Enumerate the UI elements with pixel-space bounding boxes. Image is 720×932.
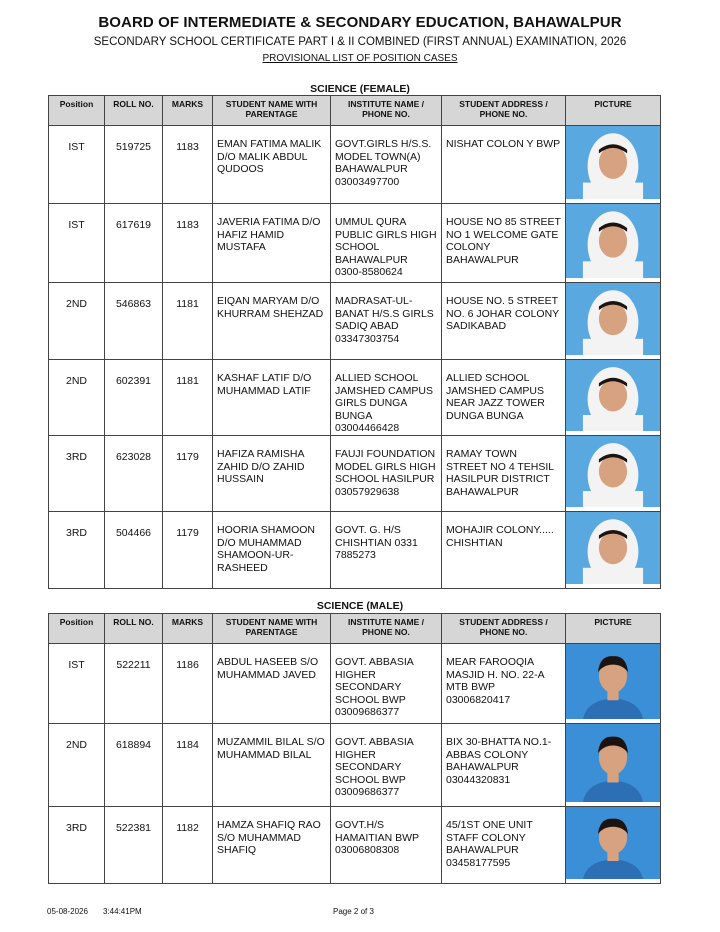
photo-frame — [566, 360, 660, 431]
roll-number-cell-text: 519725 — [115, 141, 152, 153]
section-title-male: SCIENCE (MALE) — [316, 600, 404, 612]
address-cell — [442, 360, 566, 436]
marks-cell-text: 1181 — [176, 375, 199, 387]
student-name-cell-text: JAVERIA FATIMA D/O HAFIZ HAMID MUSTAFA — [217, 216, 321, 254]
footer-page: Page 2 of 3 — [333, 907, 374, 916]
roll-number-cell-text: 617619 — [115, 219, 152, 231]
position-cell-text: 2ND — [65, 739, 87, 751]
roll-number-cell — [105, 126, 163, 204]
address-cell — [442, 724, 566, 807]
roll-number-cell — [105, 204, 163, 283]
student-photo — [566, 283, 660, 355]
table-row — [49, 644, 661, 724]
roll-number-cell — [105, 512, 163, 589]
marks-cell — [163, 807, 213, 884]
position-cell-text: 3RD — [65, 527, 87, 539]
picture-cell — [566, 436, 661, 512]
column-header: MARKS — [163, 614, 213, 644]
male-position-table — [48, 613, 661, 884]
roll-number-cell-text: 546863 — [115, 298, 152, 310]
photo-frame — [566, 204, 660, 278]
institute-cell-text: GOVT. G. H/S CHISHTIAN 0331 7885273 — [335, 524, 418, 562]
institute-cell-text: GOVT.H/S HAMAITIAN BWP 03006808308 — [335, 819, 419, 857]
table-row — [49, 512, 661, 589]
address-cell-text: MOHAJIR COLONY..... CHISHTIAN — [446, 524, 554, 549]
student-name-cell — [213, 126, 331, 204]
student-name-cell — [213, 512, 331, 589]
position-cell — [49, 126, 105, 204]
position-cell-text: 3RD — [65, 451, 87, 463]
address-cell-text: BIX 30-BHATTA NO.1-ABBAS COLONY BAHAWALPUR 03044320831 — [446, 736, 552, 786]
roll-number-cell-text: 522211 — [116, 659, 151, 671]
position-cell-text: 2ND — [65, 375, 87, 387]
position-cell — [49, 436, 105, 512]
position-cell — [49, 283, 105, 360]
marks-cell-text: 1181 — [176, 298, 199, 310]
address-cell — [442, 126, 566, 204]
column-header: STUDENT ADDRESS / PHONE NO. — [442, 96, 566, 126]
picture-cell — [566, 204, 661, 283]
institute-cell-text: MADRASAT-UL-BANAT H/S.S GIRLS SADIQ ABAD 03347303754 — [335, 295, 434, 345]
student-photo — [566, 204, 660, 278]
table-row — [49, 360, 661, 436]
student-name-cell-text: EIQAN MARYAM D/O KHURRAM SHEHZAD — [217, 295, 324, 320]
institute-cell — [331, 283, 442, 360]
student-name-cell-text: HAMZA SHAFIQ RAO S/O MUHAMMAD SHAFIQ — [217, 819, 321, 857]
column-header: Position — [49, 614, 105, 644]
institute-cell-text: ALLIED SCHOOL JAMSHED CAMPUS GIRLS DUNGA BUNGA 03004466428 — [335, 372, 434, 435]
student-name-cell — [213, 436, 331, 512]
column-header: STUDENT NAME WITH PARENTAGE — [213, 96, 331, 126]
roll-number-cell — [105, 360, 163, 436]
table-row — [49, 283, 661, 360]
position-cell-text: IST — [68, 659, 85, 671]
footer-date: 05-08-2026 — [47, 907, 88, 916]
student-photo — [566, 512, 660, 584]
address-cell — [442, 204, 566, 283]
address-cell — [442, 436, 566, 512]
address-cell — [442, 283, 566, 360]
position-cell-text: 2ND — [65, 298, 87, 310]
marks-cell-text: 1186 — [176, 659, 199, 671]
roll-number-cell-text: 602391 — [115, 375, 152, 387]
roll-number-cell-text: 522381 — [115, 822, 152, 834]
roll-number-cell-text: 618894 — [115, 739, 152, 751]
student-name-cell-text: MUZAMMIL BILAL S/O MUHAMMAD BILAL — [217, 736, 325, 761]
photo-frame — [566, 436, 660, 507]
institute-cell — [331, 126, 442, 204]
student-photo — [566, 807, 660, 879]
institute-cell — [331, 436, 442, 512]
picture-cell — [566, 283, 661, 360]
section-title-female: SCIENCE (FEMALE) — [310, 83, 410, 95]
position-cell — [49, 512, 105, 589]
position-cell-text: IST — [68, 141, 85, 153]
column-header: ROLL NO. — [105, 614, 163, 644]
address-cell — [442, 512, 566, 589]
marks-cell — [163, 126, 213, 204]
photo-frame — [566, 126, 660, 199]
student-name-cell — [213, 360, 331, 436]
picture-cell — [566, 724, 661, 807]
column-header: ROLL NO. — [105, 96, 163, 126]
marks-cell-text: 1182 — [176, 822, 199, 834]
column-header: STUDENT ADDRESS / PHONE NO. — [442, 614, 566, 644]
column-header: PICTURE — [566, 96, 661, 126]
institute-cell-text: GOVT. ABBASIA HIGHER SECONDARY SCHOOL BWP 03009686377 — [335, 656, 414, 719]
roll-number-cell — [105, 436, 163, 512]
marks-cell — [163, 512, 213, 589]
marks-cell-text: 1179 — [176, 451, 199, 463]
position-cell — [49, 360, 105, 436]
address-cell-text: HOUSE NO 85 STREET NO 1 WELCOME GATE COLONY BAHAWALPUR — [446, 216, 561, 266]
position-cell — [49, 724, 105, 807]
student-name-cell — [213, 807, 331, 884]
institute-cell — [331, 644, 442, 724]
student-name-cell-text: ABDUL HASEEB S/O MUHAMMAD JAVED — [217, 656, 319, 681]
marks-cell — [163, 283, 213, 360]
roll-number-cell — [105, 283, 163, 360]
address-cell-text: 45/1ST ONE UNIT STAFF COLONY BAHAWALPUR 03458177595 — [446, 819, 533, 869]
marks-cell-text: 1184 — [176, 739, 199, 751]
column-header: MARKS — [163, 96, 213, 126]
student-photo — [566, 360, 660, 431]
address-cell-text: MEAR FAROOQIA MASJID H. NO. 22-A MTB BWP 03006820417 — [446, 656, 545, 706]
table-header-row — [49, 96, 661, 126]
marks-cell-text: 1179 — [176, 527, 199, 539]
student-photo — [566, 644, 660, 719]
address-cell-text: NISHAT COLON Y BWP — [446, 138, 561, 150]
picture-cell — [566, 360, 661, 436]
column-header: Position — [49, 96, 105, 126]
picture-cell — [566, 512, 661, 589]
roll-number-cell — [105, 807, 163, 884]
student-photo — [566, 724, 660, 802]
photo-frame — [566, 644, 660, 719]
institute-cell-text: GOVT. ABBASIA HIGHER SECONDARY SCHOOL BWP 03009686377 — [335, 736, 414, 799]
student-name-cell — [213, 644, 331, 724]
column-header: INSTITUTE NAME / PHONE NO. — [331, 614, 442, 644]
address-cell-text: RAMAY TOWN STREET NO 4 TEHSIL HASILPUR DISTRICT BAHAWALPUR — [446, 448, 554, 498]
picture-cell — [566, 807, 661, 884]
position-cell — [49, 644, 105, 724]
student-name-cell-text: KASHAF LATIF D/O MUHAMMAD LATIF — [217, 372, 312, 397]
female-position-table — [48, 95, 661, 589]
position-cell — [49, 807, 105, 884]
position-cell-text: 3RD — [65, 822, 87, 834]
picture-cell — [566, 644, 661, 724]
address-cell — [442, 807, 566, 884]
address-cell-text: HOUSE NO. 5 STREET NO. 6 JOHAR COLONY SADIKABAD — [446, 295, 559, 333]
institute-cell — [331, 807, 442, 884]
marks-cell — [163, 360, 213, 436]
institute-cell-text: GOVT.GIRLS H/S.S. MODEL TOWN(A) BAHAWALPUR 03003497700 — [335, 138, 432, 188]
column-header: STUDENT NAME WITH PARENTAGE — [213, 614, 331, 644]
table-row — [49, 436, 661, 512]
marks-cell-text: 1183 — [176, 219, 199, 231]
photo-frame — [566, 283, 660, 355]
student-name-cell-text: HOORIA SHAMOON D/O MUHAMMAD SHAMOON-UR-RASHEED — [217, 524, 316, 574]
marks-cell — [163, 644, 213, 724]
student-name-cell-text: EMAN FATIMA MALIK D/O MALIK ABDUL QUDOOS — [217, 138, 322, 176]
student-name-cell — [213, 204, 331, 283]
photo-frame — [566, 512, 660, 584]
column-header: INSTITUTE NAME / PHONE NO. — [331, 96, 442, 126]
picture-cell — [566, 126, 661, 204]
institute-cell-text: FAUJI FOUNDATION MODEL GIRLS HIGH SCHOOL HASILPUR 03057929638 — [335, 448, 436, 498]
position-cell — [49, 204, 105, 283]
photo-frame — [566, 807, 660, 879]
table-row — [49, 204, 661, 283]
roll-number-cell-text: 504466 — [115, 527, 152, 539]
table-row — [49, 126, 661, 204]
exam-title: SECONDARY SCHOOL CERTIFICATE PART I & II COMBINED (FIRST ANNUAL) EXAMINATION, 2026 — [93, 36, 627, 48]
board-title: BOARD OF INTERMEDIATE & SECONDARY EDUCATION, BAHAWALPUR — [98, 14, 622, 31]
roll-number-cell — [105, 724, 163, 807]
address-cell — [442, 644, 566, 724]
student-photo — [566, 126, 660, 199]
table-header-row — [49, 614, 661, 644]
marks-cell — [163, 204, 213, 283]
footer-time: 3:44:41PM — [103, 907, 142, 916]
marks-cell — [163, 724, 213, 807]
position-cell-text: IST — [68, 219, 85, 231]
institute-cell — [331, 204, 442, 283]
table-row — [49, 724, 661, 807]
institute-cell — [331, 724, 442, 807]
institute-cell — [331, 360, 442, 436]
list-title: PROVISIONAL LIST OF POSITION CASES — [262, 53, 458, 64]
marks-cell — [163, 436, 213, 512]
student-name-cell — [213, 724, 331, 807]
student-name-cell-text: HAFIZA RAMISHA ZAHID D/O ZAHID HUSSAIN — [217, 448, 305, 486]
student-name-cell — [213, 283, 331, 360]
roll-number-cell-text: 623028 — [115, 451, 152, 463]
marks-cell-text: 1183 — [176, 141, 199, 153]
roll-number-cell — [105, 644, 163, 724]
institute-cell-text: UMMUL QURA PUBLIC GIRLS HIGH SCHOOL BAHAWALPUR 0300-8580624 — [335, 216, 437, 279]
institute-cell — [331, 512, 442, 589]
table-row — [49, 807, 661, 884]
address-cell-text: ALLIED SCHOOL JAMSHED CAMPUS NEAR JAZZ TOWER DUNGA BUNGA — [446, 372, 545, 422]
student-photo — [566, 436, 660, 507]
column-header: PICTURE — [566, 614, 661, 644]
photo-frame — [566, 724, 660, 802]
